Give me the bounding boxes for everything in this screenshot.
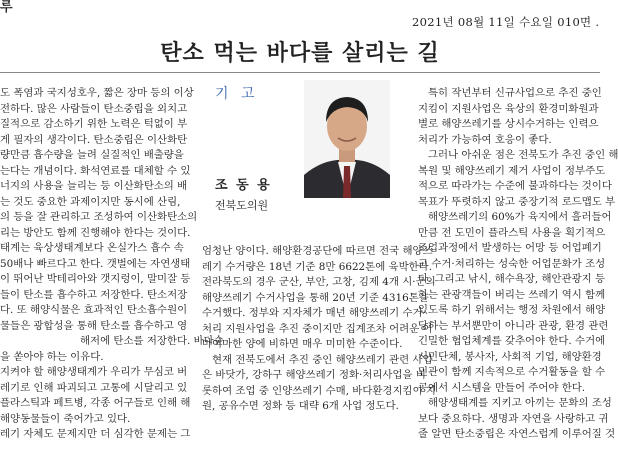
text-line: 줄 알면 탄소중립은 자연스럽게 이루어질 것	[418, 428, 616, 440]
text-line: 전라북도의 경우 군산, 부안, 고창, 김제 4개 시·군의	[202, 276, 436, 288]
text-line: 리는 방안도 함께 진행해야 한다는 것이다.	[0, 226, 191, 239]
text-line: 레기 자체도 문제지만 더 심각한 문제는 그	[0, 428, 191, 440]
writer-name: 조 동 용	[215, 178, 272, 193]
writer-title: 전북도의원	[215, 199, 269, 212]
text-line: 만큼 전 도민이 플라스틱 사용을 획기적으	[418, 226, 606, 239]
text-line: 긴밀한 협업체계를 갖추어야 한다. 수거에	[418, 335, 606, 347]
text-line: 50배나 빠르다고 한다. 갯벌에는 자연생태	[0, 257, 191, 270]
text-line: 원, 공유수면 정화 등 대략 6개 사업 정도다.	[202, 400, 399, 412]
text-line: 해양쓰레기 수거사업을 통해 20년 기준 4316톤을	[202, 291, 429, 304]
text-line: 너지의 사용을 늘리는 등 이산화탄소의 배	[0, 180, 188, 192]
text-line: 는 것도 중요한 과제이지만 동시에 산림,	[0, 195, 181, 208]
text-line: 민관이 함께 지속적으로 수거활동을 할 수	[418, 366, 606, 378]
text-line: 량만큼 흡수량을 늘려 실질적인 배출량을	[0, 149, 184, 161]
section-label: 기 고	[215, 86, 259, 102]
text-line: 처리 지원사업을 추진 중이지만 집계조차 어려운 어	[202, 322, 433, 335]
text-line: 시민단체, 봉사자, 사회적 기업, 해양환경	[418, 350, 602, 363]
text-line: 보다 중요하다. 생명과 자연을 사랑하고 귀	[418, 412, 609, 425]
headline-divider	[0, 72, 600, 73]
text-line: 복원 및 해양쓰레기 제거 사업이 정부주도	[418, 164, 606, 177]
article-column-right	[418, 86, 618, 443]
text-line: 레기로 인해 파괴되고 고통에 시달리고 있	[0, 381, 188, 394]
text-line: 공에서 시스템을 만들어 주어야 한다.	[418, 381, 586, 394]
text-line: 마어마한 양에 비하면 매우 미미한 수준이다.	[202, 338, 403, 350]
text-line: 현재 전북도에서 추진 중인 해양쓰레기 관련 사업	[212, 353, 433, 366]
text-line: 적으로 따라가는 수준에 불과하다는 것이다	[418, 180, 612, 192]
text-line: 롯하여 조업 중 인양쓰레기 수매, 바다환경지킴이 지	[202, 384, 436, 397]
text-line: 있도록 하기 위해서는 행정 차원에서 해양	[418, 304, 606, 316]
text-line: 특히 작년부터 신규사업으로 추진 중인	[428, 87, 602, 99]
text-line: 의 등을 잘 관리하고 조성하여 이산화탄소의	[0, 211, 198, 223]
text-line: 게 필자의 생각이다. 탄소중립은 이산화탄	[0, 133, 188, 146]
text-line: 지켜야 할 해양생태계가 우리가 무심코 버	[0, 366, 188, 378]
text-line: 해양동물들이 죽어가고 있다.	[0, 412, 131, 425]
text-line: 수거했다. 정부와 지자체가 매년 해양쓰레기 수거·	[202, 307, 426, 319]
text-line: 질적으로 감소하기 위한 노력은 턱없이 부	[0, 118, 188, 130]
text-line: 전하다. 많은 사람들이 탄소중립을 외치고	[0, 102, 188, 115]
masthead-fragment: 루	[0, 0, 13, 15]
text-line: 물들은 광합성을 통해 탄소를 흡수하고 영	[0, 319, 188, 332]
text-line: 하는 관광객들이 버리는 쓰레기 역시 함께	[418, 288, 606, 301]
writer-photo	[304, 80, 390, 198]
dateline: 2021년 08월 11일 수요일 010면 .	[412, 15, 600, 29]
text-line: 태계는 육상생태계보다 온실가스 흡수 속	[0, 242, 184, 254]
text-line: 해양쓰레기의 60%가 육지에서 흘러들어	[428, 211, 612, 223]
text-line: 목표가 뚜렷하지 않고 중장기적 로드맵도 부	[418, 195, 616, 208]
text-line: 별로 해양쓰레기를 상시수거하는 인력으	[418, 118, 599, 130]
text-line: 다. 또 해양식물은 효과적인 탄소흡수원이	[0, 304, 188, 316]
text-line: 당하는 부서뿐만이 아니라 관광, 환경 관련	[418, 319, 609, 332]
text-line: 을 쏟아야 하는 이유다.	[0, 350, 104, 363]
text-line: 그러나 아쉬운 점은 전북도가 추진 중인 해	[428, 149, 618, 161]
text-line: 는다는 개념이다. 화석연료를 대체할 수 있	[0, 164, 191, 177]
text-line: 다. 그리고 낚시, 해수욕장, 해안관광지 등	[418, 273, 606, 285]
text-line: 은 바닷가, 강하구 해양쓰레기 정화·처리사업을 비	[202, 369, 426, 381]
text-line: 엄청난 양이다. 해양환경공단에 따르면 전국 해양쓰	[202, 245, 433, 257]
text-line: 레기 수거량은 18년 기준 8만 6622톤에 육박한다.	[202, 260, 432, 273]
article-column-left	[0, 86, 224, 443]
text-line: 들이 탄소를 흡수하고 저장한다. 탄소저장	[0, 288, 188, 301]
article-column-middle	[202, 244, 436, 415]
text-line: 지킴이 지원사업은 육상의 환경미화원과	[418, 102, 599, 115]
text-line: 조업과정에서 발생하는 어망 등 어업폐기	[418, 242, 602, 254]
article-headline: 탄소 먹는 바다를 살리는 길	[160, 41, 440, 66]
text-line: 이 뛰어난 박테리아와 갯지렁이, 말미잘 등	[0, 273, 191, 285]
text-line: 해양생태계를 지키고 아끼는 문화의 조성	[428, 397, 612, 409]
text-line: 처리가 가능하여 호응이 좋다.	[418, 133, 552, 146]
text-line: 고 수거·처리하는 성숙한 어업문화가 조성	[418, 257, 606, 270]
text-line: 플라스틱과 페트병, 각종 어구들로 인해 해	[0, 397, 191, 409]
text-line: 도 폭염과 국지성호우, 짧은 장마 등의 이상	[0, 87, 194, 99]
text-line: 해저에 탄소를 저장한다. 바다숲	[80, 335, 224, 347]
